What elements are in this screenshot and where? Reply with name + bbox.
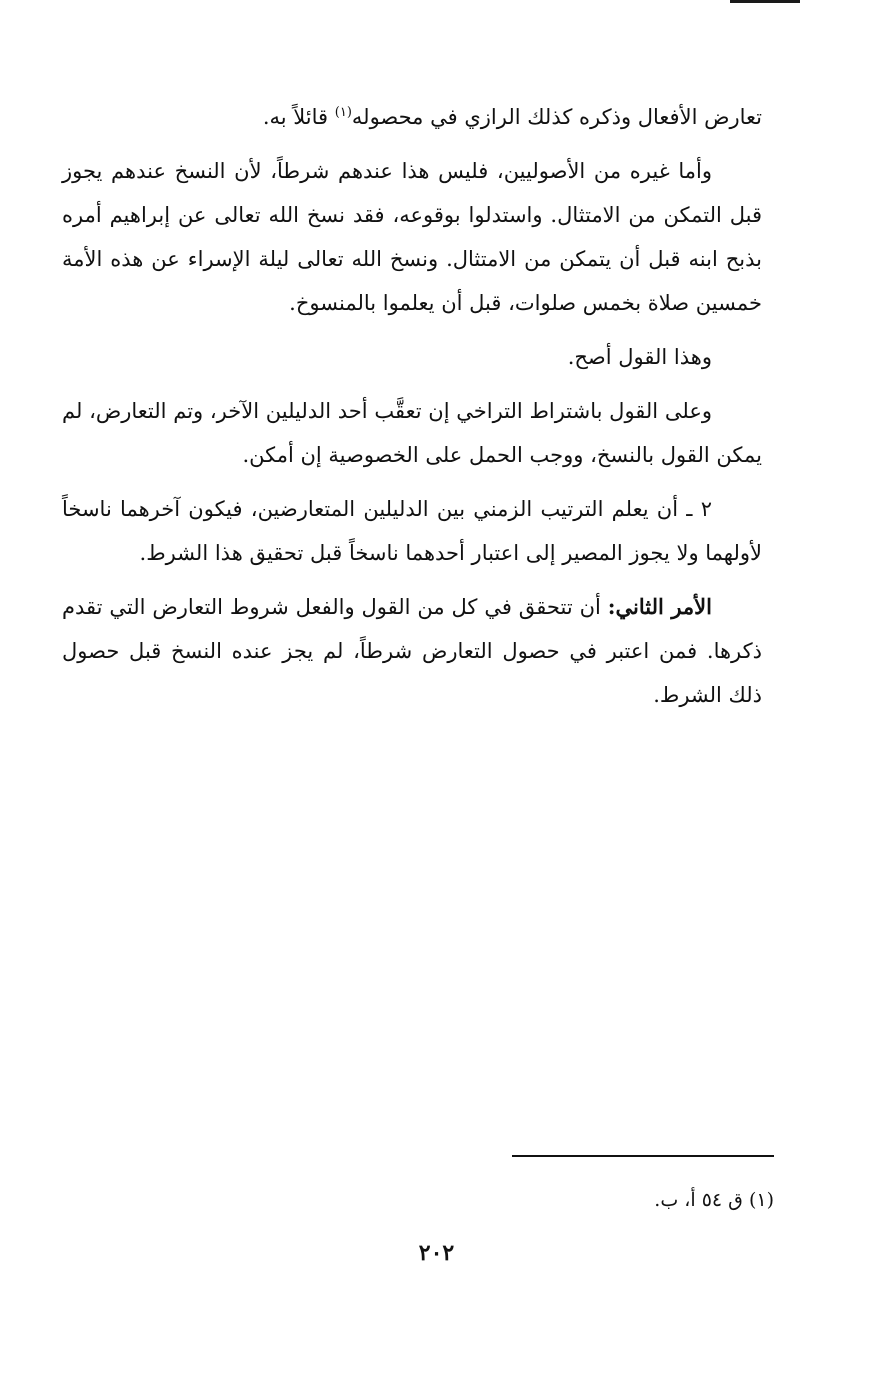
paragraph-1-text: تعارض الأفعال وذكره كذلك الرازي في محصوله	[351, 105, 762, 129]
paragraph-6-text: أن تتحقق في كل من القول والفعل شروط التعارض التي تقدم ذكرها. فمن اعتبر في حصول التعارض شرطاً، لم يجز عنده النسخ قبل حصول ذلك الشرط.	[62, 595, 762, 707]
footnote: (١) ق ٥٤ أ، ب.	[654, 1189, 774, 1211]
paragraph-1-end: قائلاً به.	[262, 105, 335, 129]
paragraph-3: وهذا القول أصح.	[567, 345, 712, 369]
paragraph-1	[62, 95, 762, 139]
paragraph-4: وعلى القول باشتراط التراخي إن تعقَّب أحد الدليلين الآخر، وتم التعارض، لم يمكن القول بالنسخ، ووجب الحمل على الخصوصية إن أمكن.	[62, 399, 762, 467]
footnote-reference[interactable]: (١)	[334, 105, 352, 120]
section-label: الأمر الثاني:	[607, 594, 712, 619]
paragraph-2: وأما غيره من الأصوليين، فليس هذا عندهم شرطاً، لأن النسخ عندهم يجوز قبل التمكن من الامتثال. واستدلوا بوقوعه، فقد نسخ الله تعالى عن إبراهيم أمره بذبح ابنه قبل أن يتمكن من الامتثال. ونسخ الله تعالى ليلة الإسراء عن هذه الأمة خمسين صلاة بخمس صلوات، قبل أن يعلموا بالمنسوخ.	[62, 159, 762, 315]
page-number: ٢٠٢	[418, 1240, 455, 1266]
paragraph-6	[62, 585, 762, 717]
footnote-divider	[512, 1155, 774, 1157]
scan-edge-line	[730, 0, 800, 3]
paragraph-5: ٢ ـ أن يعلم الترتيب الزمني بين الدليلين المتعارضين، فيكون آخرهما ناسخاً لأولهما ولا يجوز المصير إلى اعتبار أحدهما ناسخاً قبل تحقيق هذا الشرط.	[62, 497, 762, 565]
page-body	[62, 95, 762, 727]
